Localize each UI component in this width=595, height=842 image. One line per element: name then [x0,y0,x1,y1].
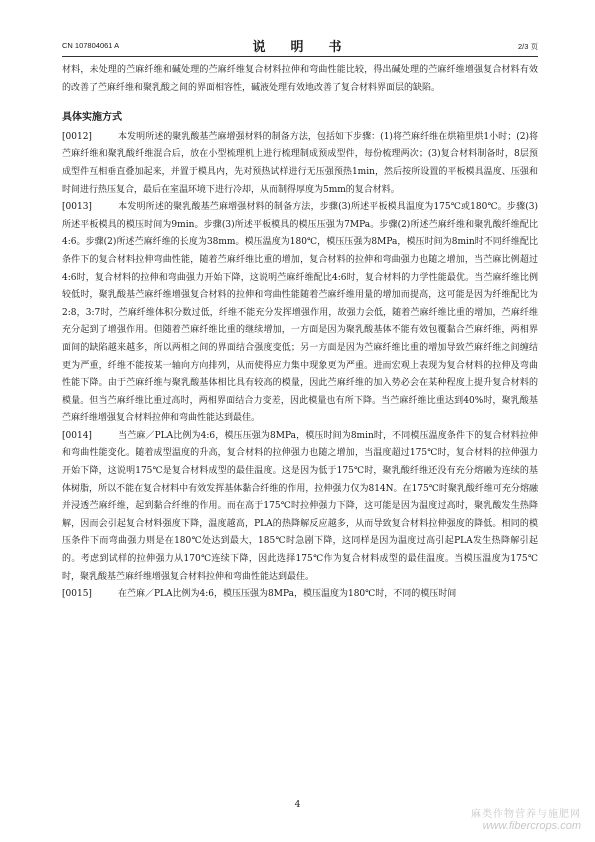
page-header [62,36,538,54]
document-body [62,62,538,604]
paragraph-text: 本发明所述的聚乳酸基苎麻增强材料的制备方法，包括如下步骤：(1)将苎麻纤维在烘箱里烘1小时；(2)将苎麻纤维和聚乳酸纤维混合后，放在小型梳理机上进行梳理制成预成型件，每份梳理两次；(3)复合材料制备时，8层预成型件互相垂直叠加起来，并置于模具内，先对预热试样进行无压强预热1min，然后按所设置的平板模具温度、压强和时间进行热压复合，最后在室温环境下进行冷却，从而制得厚度为5mm的复合材料。 [62,131,538,195]
paragraph-text: 在苎麻／PLA比例为4:6，模压压强为8MPa，模压温度为180℃时，不同的模压时间 [118,589,457,600]
paragraph-text: 当苎麻／PLA比例为4:6，模压压强为8MPa，模压时间为8min时，不同模压温度条件下的复合材料拉伸和弯曲性能变化。随着成型温度的升高，复合材料的拉伸强力也随之增加，当温度超过175℃时，复合材料的拉伸强力开始下降，这说明175℃是复合材料成型的最佳温度。这是因为低于175℃时，聚乳酸纤维还没有充分熔融为连续的基体树脂，所以不能在复合材料中有效发挥基体黏合纤维的作用，拉伸强力仅为814N。在175℃时聚乳酸纤维可充分熔融并浸透苎麻纤维，起到黏合纤维的作用。而在高于175℃时拉伸强力下降，这可能是因为温度过高时，聚乳酸发生热降解，因而会引起复合材料强度下降，温度越高，PLA的热降解反应越多，从而导致复合材料拉伸强度的降低。相同的模压条件下而弯曲强力则是在180℃处达到最大，185℃时急剧下降，这同样是因为温度过高引起PLA发生热降解引起的。考虑到试样的拉伸强力从170℃连续下降，因此选择175℃作为复合材料成型的最佳温度。当模压温度为175℃时，聚乳酸基苎麻纤维增强复合材料拉伸和弯曲性能达到最佳。 [62,430,538,582]
page-count: 2/3 页 [517,42,538,51]
section-title: 具体实施方式 [62,112,122,124]
paragraph-0013 [62,199,538,428]
paragraph-number: [0014] [62,430,92,441]
paragraph-number: [0012] [62,131,92,142]
watermark-url: www.fibercrops.com [482,820,581,832]
header-rule [62,56,538,57]
paragraph-number: [0013] [62,202,92,213]
watermark-site-name: 麻类作物营养与施肥网 [471,809,581,820]
paragraph-number: [0015] [62,589,92,600]
paragraph-text: 本发明所述的聚乳酸基苎麻增强材料的制备方法，步骤(3)所述平板模具温度为175℃或180℃。步骤(3)所述平板模具的模压时间为9min。步骤(3)所述平板模具的模压压强为7MPa。步骤(2)所述苎麻纤维和聚乳酸纤维配比4:6。步骤(2)所述苎麻纤维的长度为38mm。模压温度为180℃，模压压强为8MPa，模压时间为8min时不同纤维配比条件下的复合材料拉伸弯曲性能，随着苎麻纤维比重的增加，复合材料的拉伸和弯曲强力也随之增加，当苎麻比例超过4:6时，复合材料的拉伸和弯曲强力开始下降，这说明苎麻纤维配比4:6时，复合材料的力学性能最优。当苎麻纤维比例较低时，聚乳酸基苎麻纤维增强复合材料的拉伸和弯曲性能随着苎麻纤维用量的增加而提高，这可能是因为纤维配比为2:8，3:7时，苎麻纤维体积分数过低，纤维不能充分发挥增强作用，故强力会低，随着苎麻纤维比重的增加，苎麻纤维充分起到了增强作用。但随着苎麻纤维比重的继续增加，一方面是因为聚乳酸基体不能有效包覆黏合苎麻纤维，两相界面间的缺陷越来越多，所以两相之间的界面结合强度变低；另一方面是因为苎麻纤维比重的增加导致苎麻纤维之间缠结更为严重，纤维不能按某一轴向方向排列，从而使得应力集中现象更为严重。进而宏观上表现为复合材料的拉伸及弯曲性能下降。由于苎麻纤维与聚乳酸基体相比具有较高的模量，因此苎麻纤维的加入势必会在某种程度上提升复合材料的模量。但当苎麻纤维比重过高时，两相界面结合力变差，因此模量也有所下降。当苎麻纤维比重达到40%时，聚乳酸基苎麻纤维增强复合材料拉伸和弯曲性能达到最佳。 [62,202,538,424]
paragraph-0014 [62,428,538,586]
paragraph-0012 [62,129,538,199]
document-type-title: 说 明 书 [252,40,348,55]
paragraph-0015 [62,586,538,604]
site-watermark [471,805,581,832]
page-number: 4 [294,800,301,810]
patent-number: CN 107804061 A [62,41,120,50]
intro-paragraph: 材料，未处理的苎麻纤维和碱处理的苎麻纤维复合材料拉伸和弯曲性能比较，得出碱处理的苎麻纤维增强复合材料有效的改善了苎麻纤维和聚乳酸之间的界面相容性，碱液处理有效地改善了复合材料界面层的缺陷。 [62,65,538,93]
